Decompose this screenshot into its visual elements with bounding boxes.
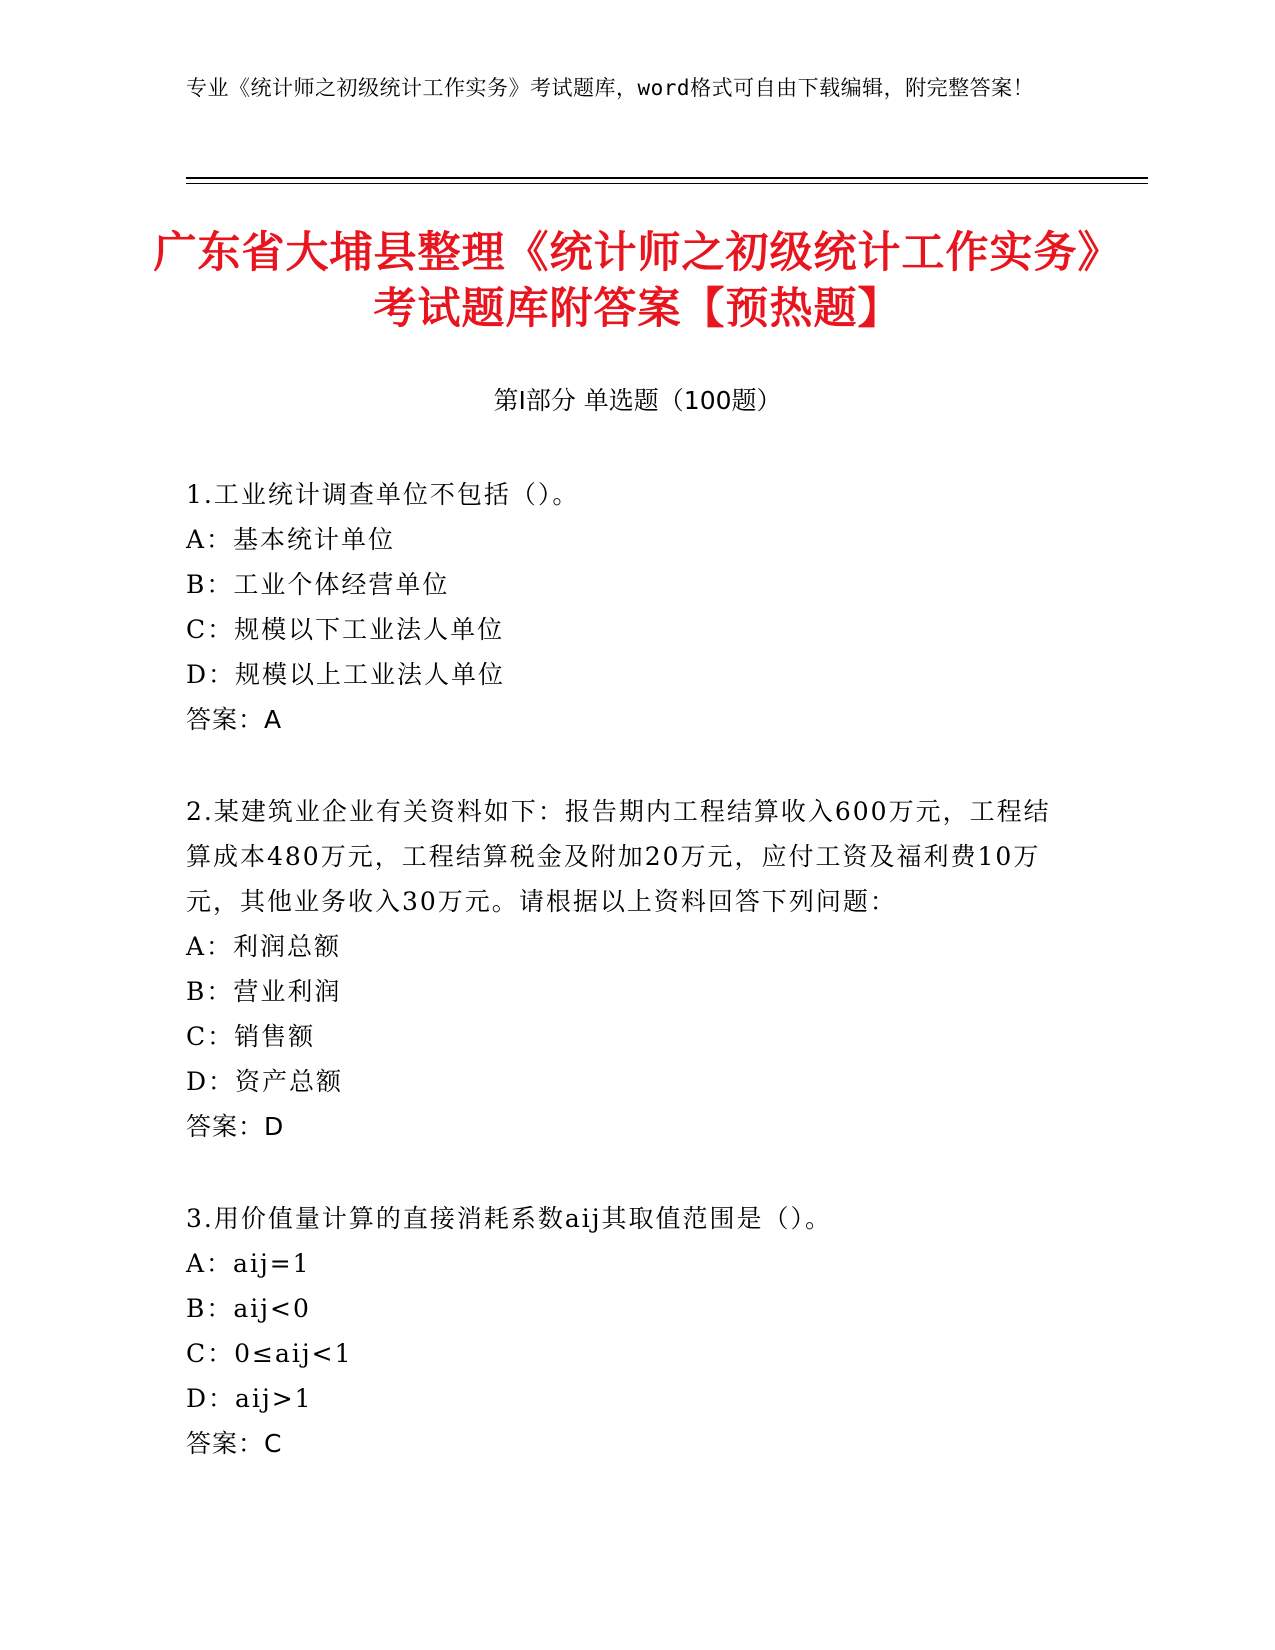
- option-b: B：工业个体经营单位: [186, 570, 450, 599]
- question-3: [186, 1196, 1066, 1466]
- question-1: [186, 472, 1066, 742]
- question-stem: 3.用价值量计算的直接消耗系数aij其取值范围是（）。: [186, 1204, 833, 1233]
- option-d: D：aij>1: [186, 1384, 313, 1413]
- section-title: 第Ⅰ部分 单选题（100题）: [493, 386, 782, 415]
- header-divider-thick: [186, 177, 1148, 179]
- option-a: A：基本统计单位: [186, 525, 396, 554]
- option-c: C：销售额: [186, 1022, 316, 1051]
- header-divider-thin: [186, 183, 1148, 184]
- option-a: A：利润总额: [186, 932, 342, 961]
- option-c: C：0≤aij<1: [186, 1339, 353, 1368]
- question-list: [186, 472, 1066, 1513]
- answer: 答案：C: [186, 1429, 283, 1458]
- question-2: [186, 789, 1066, 1149]
- option-a: A：aij=1: [186, 1249, 311, 1278]
- question-stem: 2.某建筑业企业有关资料如下：报告期内工程结算收入600万元，工程结算成本480万元，工程结算税金及附加20万元，应付工资及福利费10万元，其他业务收入30万元。请根据以上资料回答下列问题：: [186, 797, 1051, 916]
- option-d: D：规模以上工业法人单位: [186, 660, 506, 689]
- document-title: 广东省大埔县整理《统计师之初级统计工作实务》考试题库附答案【预热题】: [153, 228, 1122, 334]
- answer: 答案：D: [186, 1112, 285, 1141]
- question-stem: 1.工业统计调查单位不包括（）。: [186, 480, 580, 509]
- option-b: B：aij<0: [186, 1294, 311, 1323]
- option-d: D：资产总额: [186, 1067, 344, 1096]
- option-c: C：规模以下工业法人单位: [186, 615, 505, 644]
- header-note: 专业《统计师之初级统计工作实务》考试题库，word格式可自由下载编辑，附完整答案！: [186, 76, 1035, 100]
- answer: 答案：A: [186, 705, 283, 734]
- option-b: B：营业利润: [186, 977, 342, 1006]
